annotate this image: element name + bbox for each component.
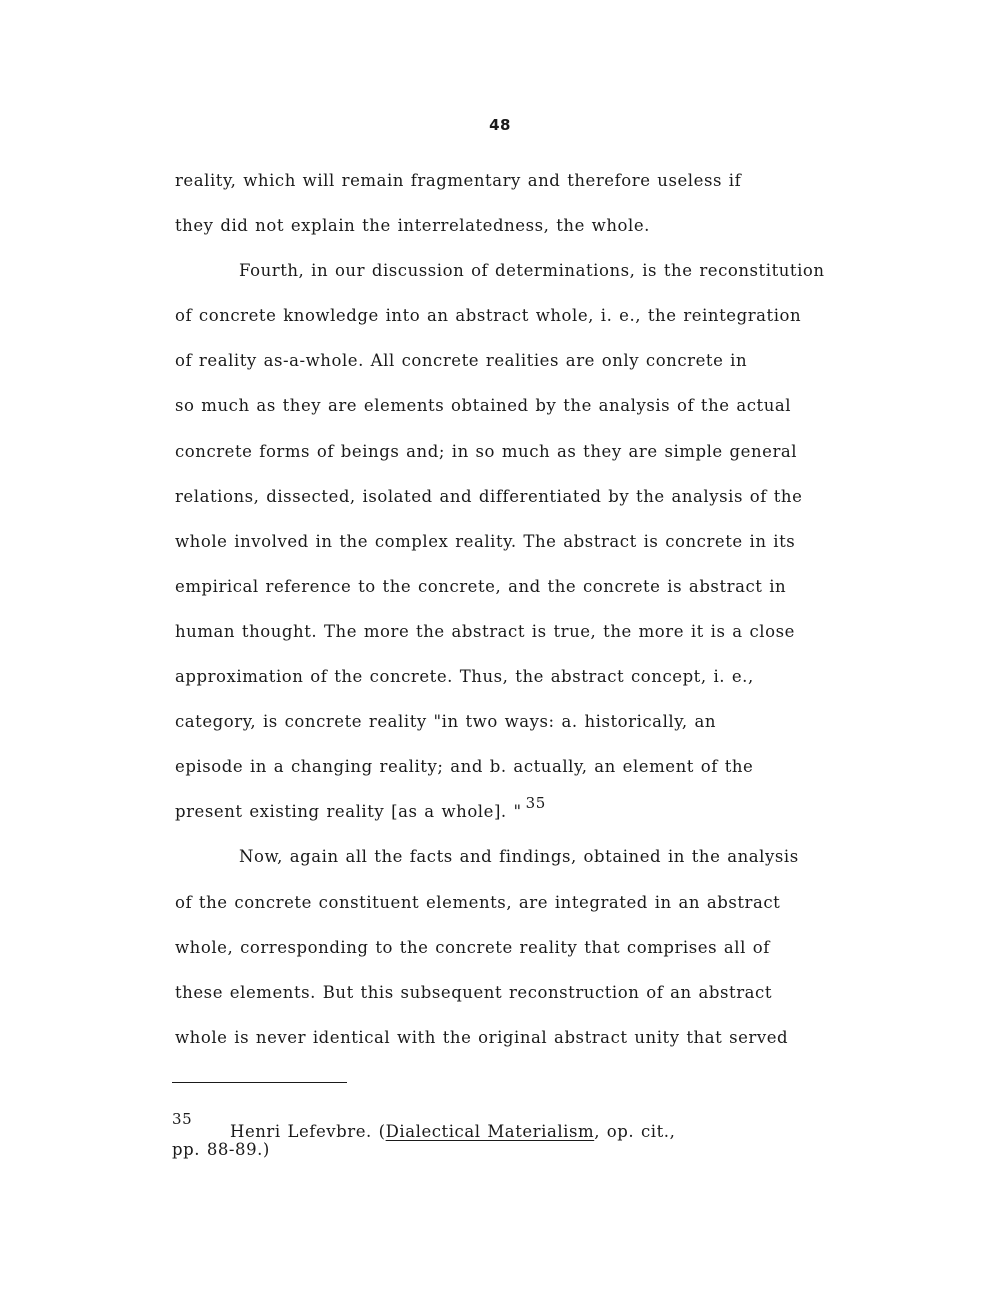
footnote [172,1110,932,1159]
paragraph-start-line: Now, again all the facts and findings, obtained in the analysis [239,847,799,867]
text-line: of the concrete constituent elements, are integrated in an abstract [175,892,781,912]
footnote-reference-rest: , op. cit., [594,1122,676,1141]
text-line: of concrete knowledge into an abstract whole, i. e., the reintegration [175,306,802,326]
footnote-reference: 35 [525,794,546,813]
footnote-open-paren: ( [378,1122,386,1141]
text-line: relations, dissected, isolated and differentiated by the analysis of the [175,486,803,506]
text-line: empirical reference to the concrete, and the concrete is abstract in [175,576,787,596]
text-line: so much as they are elements obtained by the analysis of the actual [175,396,792,416]
footnote-first-line [172,1110,932,1141]
text-line: reality, which will remain fragmentary and therefore useless if [175,171,742,190]
page-number: 48 [489,116,511,134]
text-line: present existing reality [as a whole]. " [175,802,522,822]
paragraph-start-line: Fourth, in our discussion of determinations, is the reconstitution [239,261,825,281]
text-line: whole is never identical with the original abstract unity that served [175,1027,789,1047]
text-line: human thought. The more the abstract is true, the more it is a close [175,621,795,641]
text-line: concrete forms of beings and; in so much as they are simple general [175,441,798,461]
text-line: approximation of the concrete. Thus, the abstract concept, i. e., [175,667,754,687]
text-line: whole, corresponding to the concrete reality that comprises all of [175,937,770,957]
body-text [175,158,920,1060]
text-line: episode in a changing reality; and b. actually, an element of the [175,757,754,777]
footnote-number: 35 [172,1110,193,1128]
footnote-citation [230,1122,675,1141]
footnote-author: Henri Lefevbre. [230,1122,372,1141]
text-line: these elements. But this subsequent reconstruction of an abstract [175,982,773,1002]
footnote-separator [172,1082,347,1083]
text-line: whole involved in the complex reality. The abstract is concrete in its [175,531,796,551]
text-line: category, is concrete reality "in two ways: a. historically, an [175,712,717,732]
footnote-pages: pp. 88-89.) [172,1140,270,1159]
text-line: of reality as-a-whole. All concrete realities are only concrete in [175,351,748,371]
text-line: they did not explain the interrelatedness, the whole. [175,216,650,236]
text-line-with-footnote-ref [175,789,920,834]
footnote-book-title: Dialectical Materialism [385,1122,595,1141]
